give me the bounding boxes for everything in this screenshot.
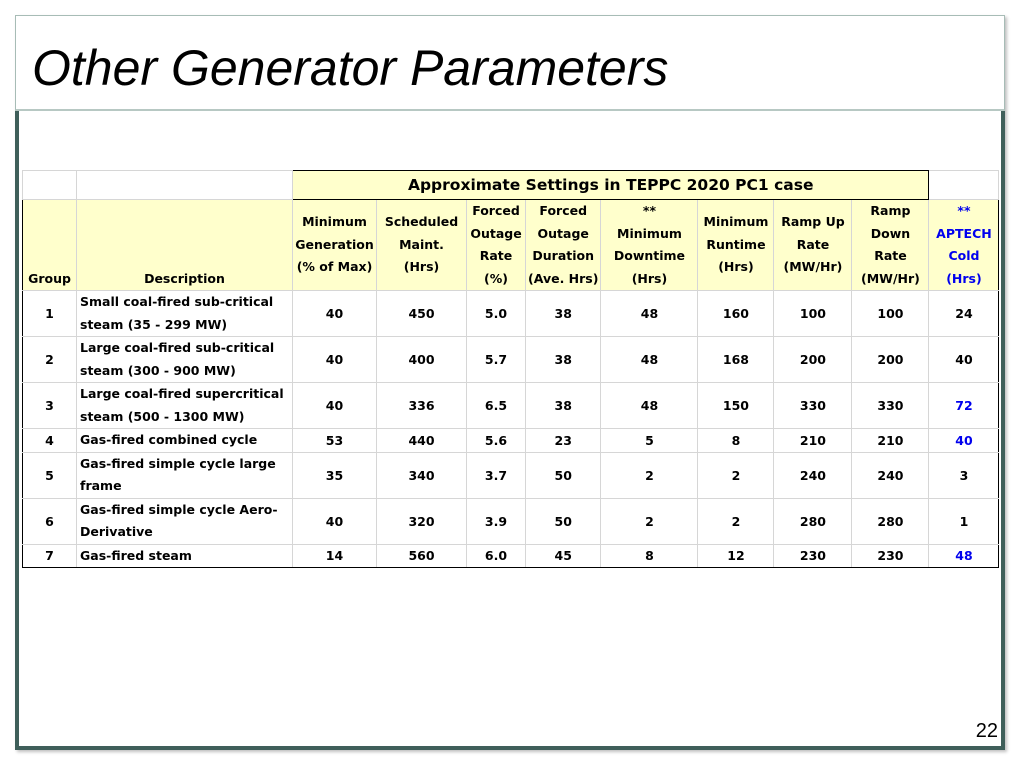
cell-forced-outage-duration: 38 bbox=[526, 291, 601, 337]
header-line: (Ave. Hrs) bbox=[528, 270, 599, 286]
cell-ramp-down-rate: 200 bbox=[852, 337, 929, 383]
header-aptech-cold bbox=[929, 200, 999, 291]
blank-corner-cell bbox=[929, 171, 999, 200]
cell-ramp-down-rate: 230 bbox=[852, 544, 929, 568]
cell-minimum-downtime: 2 bbox=[601, 452, 698, 498]
header-line: Ramp Up bbox=[781, 214, 845, 230]
cell-group: 6 bbox=[23, 498, 77, 544]
header-line: (MW/Hr) bbox=[861, 270, 920, 286]
header-line: Maint. bbox=[399, 236, 444, 252]
cell-minimum-downtime: 48 bbox=[601, 383, 698, 429]
blank-corner-cell bbox=[77, 171, 293, 200]
header-line: ** bbox=[642, 203, 656, 218]
cell-description: Gas-fired steam bbox=[77, 544, 293, 568]
cell-minimum-generation: 40 bbox=[293, 337, 377, 383]
header-line: Minimum bbox=[302, 214, 367, 230]
table-row bbox=[23, 452, 999, 498]
header-line: Group bbox=[28, 270, 71, 286]
generator-parameters-table bbox=[22, 170, 999, 568]
blank-corner-cell bbox=[23, 171, 77, 200]
cell-ramp-up-rate: 100 bbox=[774, 291, 852, 337]
cell-minimum-downtime: 48 bbox=[601, 337, 698, 383]
cell-forced-outage-rate: 5.7 bbox=[467, 337, 526, 383]
cell-aptech-cold: 48 bbox=[929, 544, 999, 568]
cell-forced-outage-duration: 23 bbox=[526, 429, 601, 453]
cell-forced-outage-rate: 3.7 bbox=[467, 452, 526, 498]
header-line: Forced bbox=[472, 203, 520, 218]
header-line: (Hrs) bbox=[631, 270, 668, 286]
cell-aptech-cold: 72 bbox=[929, 383, 999, 429]
cell-forced-outage-rate: 5.0 bbox=[467, 291, 526, 337]
header-line: (Hrs) bbox=[718, 259, 754, 275]
cell-aptech-cold: 40 bbox=[929, 337, 999, 383]
header-line: Down bbox=[870, 225, 911, 241]
cell-ramp-down-rate: 280 bbox=[852, 498, 929, 544]
cell-minimum-generation: 40 bbox=[293, 498, 377, 544]
cell-forced-outage-rate: 3.9 bbox=[467, 498, 526, 544]
cell-forced-outage-rate: 6.0 bbox=[467, 544, 526, 568]
header-line: Minimum bbox=[617, 225, 682, 241]
cell-ramp-up-rate: 200 bbox=[774, 337, 852, 383]
cell-scheduled-maint: 340 bbox=[377, 452, 467, 498]
header-line: (Hrs) bbox=[946, 270, 982, 286]
cell-minimum-runtime: 12 bbox=[698, 544, 774, 568]
cell-ramp-up-rate: 210 bbox=[774, 429, 852, 453]
cell-description: Gas-fired simple cycle Aero-Derivative bbox=[77, 498, 293, 544]
header-line: Rate bbox=[874, 248, 907, 263]
cell-scheduled-maint: 400 bbox=[377, 337, 467, 383]
cell-minimum-runtime: 2 bbox=[698, 498, 774, 544]
header-scheduled-maint bbox=[377, 200, 467, 291]
cell-description: Gas-fired combined cycle bbox=[77, 429, 293, 453]
cell-ramp-down-rate: 210 bbox=[852, 429, 929, 453]
cell-minimum-downtime: 8 bbox=[601, 544, 698, 568]
cell-group: 4 bbox=[23, 429, 77, 453]
cell-ramp-up-rate: 240 bbox=[774, 452, 852, 498]
header-description bbox=[77, 200, 293, 291]
cell-forced-outage-duration: 38 bbox=[526, 337, 601, 383]
header-forced-outage-rate bbox=[467, 200, 526, 291]
cell-scheduled-maint: 560 bbox=[377, 544, 467, 568]
cell-description: Large coal-fired supercritical steam (500 - 1300 MW) bbox=[77, 383, 293, 429]
cell-forced-outage-rate: 5.6 bbox=[467, 429, 526, 453]
cell-description: Small coal-fired sub-critical steam (35 - 299 MW) bbox=[77, 291, 293, 337]
header-line: ** bbox=[957, 203, 971, 218]
cell-description: Gas-fired simple cycle large frame bbox=[77, 452, 293, 498]
table-row bbox=[23, 291, 999, 337]
header-line: Runtime bbox=[706, 236, 766, 252]
cell-group: 7 bbox=[23, 544, 77, 568]
header-line: (Hrs) bbox=[403, 259, 440, 275]
header-line: Outage bbox=[537, 225, 589, 241]
cell-forced-outage-duration: 50 bbox=[526, 452, 601, 498]
cell-aptech-cold: 1 bbox=[929, 498, 999, 544]
cell-ramp-down-rate: 240 bbox=[852, 452, 929, 498]
header-line: Cold bbox=[948, 248, 980, 263]
cell-minimum-generation: 40 bbox=[293, 291, 377, 337]
table-row bbox=[23, 337, 999, 383]
table-row bbox=[23, 429, 999, 453]
cell-description: Large coal-fired sub-critical steam (300 - 900 MW) bbox=[77, 337, 293, 383]
table-row bbox=[23, 544, 999, 568]
header-line: Description bbox=[144, 270, 225, 286]
cell-scheduled-maint: 320 bbox=[377, 498, 467, 544]
header-line: Outage bbox=[470, 225, 522, 241]
cell-scheduled-maint: 336 bbox=[377, 383, 467, 429]
table-row bbox=[23, 498, 999, 544]
cell-group: 3 bbox=[23, 383, 77, 429]
header-line: Ramp bbox=[870, 203, 911, 218]
cell-minimum-downtime: 2 bbox=[601, 498, 698, 544]
cell-minimum-generation: 35 bbox=[293, 452, 377, 498]
cell-minimum-runtime: 168 bbox=[698, 337, 774, 383]
header-line: Generation bbox=[295, 236, 374, 252]
header-ramp-up-rate bbox=[774, 200, 852, 291]
cell-scheduled-maint: 450 bbox=[377, 291, 467, 337]
header-line: Minimum bbox=[703, 214, 769, 230]
header-line: Duration bbox=[532, 248, 595, 263]
cell-forced-outage-duration: 50 bbox=[526, 498, 601, 544]
cell-scheduled-maint: 440 bbox=[377, 429, 467, 453]
cell-ramp-down-rate: 330 bbox=[852, 383, 929, 429]
header-line: (%) bbox=[484, 270, 508, 286]
cell-minimum-runtime: 8 bbox=[698, 429, 774, 453]
cell-forced-outage-duration: 45 bbox=[526, 544, 601, 568]
table-row bbox=[23, 383, 999, 429]
cell-ramp-up-rate: 230 bbox=[774, 544, 852, 568]
cell-minimum-generation: 40 bbox=[293, 383, 377, 429]
cell-minimum-downtime: 48 bbox=[601, 291, 698, 337]
cell-group: 1 bbox=[23, 291, 77, 337]
cell-minimum-runtime: 150 bbox=[698, 383, 774, 429]
header-line: APTECH bbox=[936, 225, 992, 241]
cell-ramp-up-rate: 280 bbox=[774, 498, 852, 544]
cell-aptech-cold: 40 bbox=[929, 429, 999, 453]
header-line: Downtime bbox=[613, 248, 686, 263]
header-group bbox=[23, 200, 77, 291]
cell-minimum-generation: 14 bbox=[293, 544, 377, 568]
cell-minimum-runtime: 2 bbox=[698, 452, 774, 498]
cell-aptech-cold: 3 bbox=[929, 452, 999, 498]
cell-minimum-runtime: 160 bbox=[698, 291, 774, 337]
cell-minimum-generation: 53 bbox=[293, 429, 377, 453]
header-line: (MW/Hr) bbox=[783, 259, 843, 275]
header-line: Forced bbox=[539, 203, 588, 218]
slide-title: Other Generator Parameters bbox=[32, 40, 669, 96]
cell-minimum-downtime: 5 bbox=[601, 429, 698, 453]
cell-forced-outage-rate: 6.5 bbox=[467, 383, 526, 429]
cell-aptech-cold: 24 bbox=[929, 291, 999, 337]
cell-forced-outage-duration: 38 bbox=[526, 383, 601, 429]
header-line: Rate bbox=[479, 248, 513, 263]
cell-group: 5 bbox=[23, 452, 77, 498]
title-bar bbox=[15, 15, 1005, 111]
header-line: Rate bbox=[796, 236, 830, 252]
cell-ramp-up-rate: 330 bbox=[774, 383, 852, 429]
cell-group: 2 bbox=[23, 337, 77, 383]
page-number: 22 bbox=[975, 720, 998, 742]
header-minimum-downtime bbox=[601, 200, 698, 291]
header-line: Scheduled bbox=[384, 214, 459, 230]
cell-ramp-down-rate: 100 bbox=[852, 291, 929, 337]
header-minimum-runtime bbox=[698, 200, 774, 291]
header-line: (% of Max) bbox=[296, 259, 373, 275]
header-ramp-down-rate bbox=[852, 200, 929, 291]
settings-banner: Approximate Settings in TEPPC 2020 PC1 case bbox=[293, 171, 929, 200]
header-minimum-generation bbox=[293, 200, 377, 291]
header-forced-outage-duration bbox=[526, 200, 601, 291]
